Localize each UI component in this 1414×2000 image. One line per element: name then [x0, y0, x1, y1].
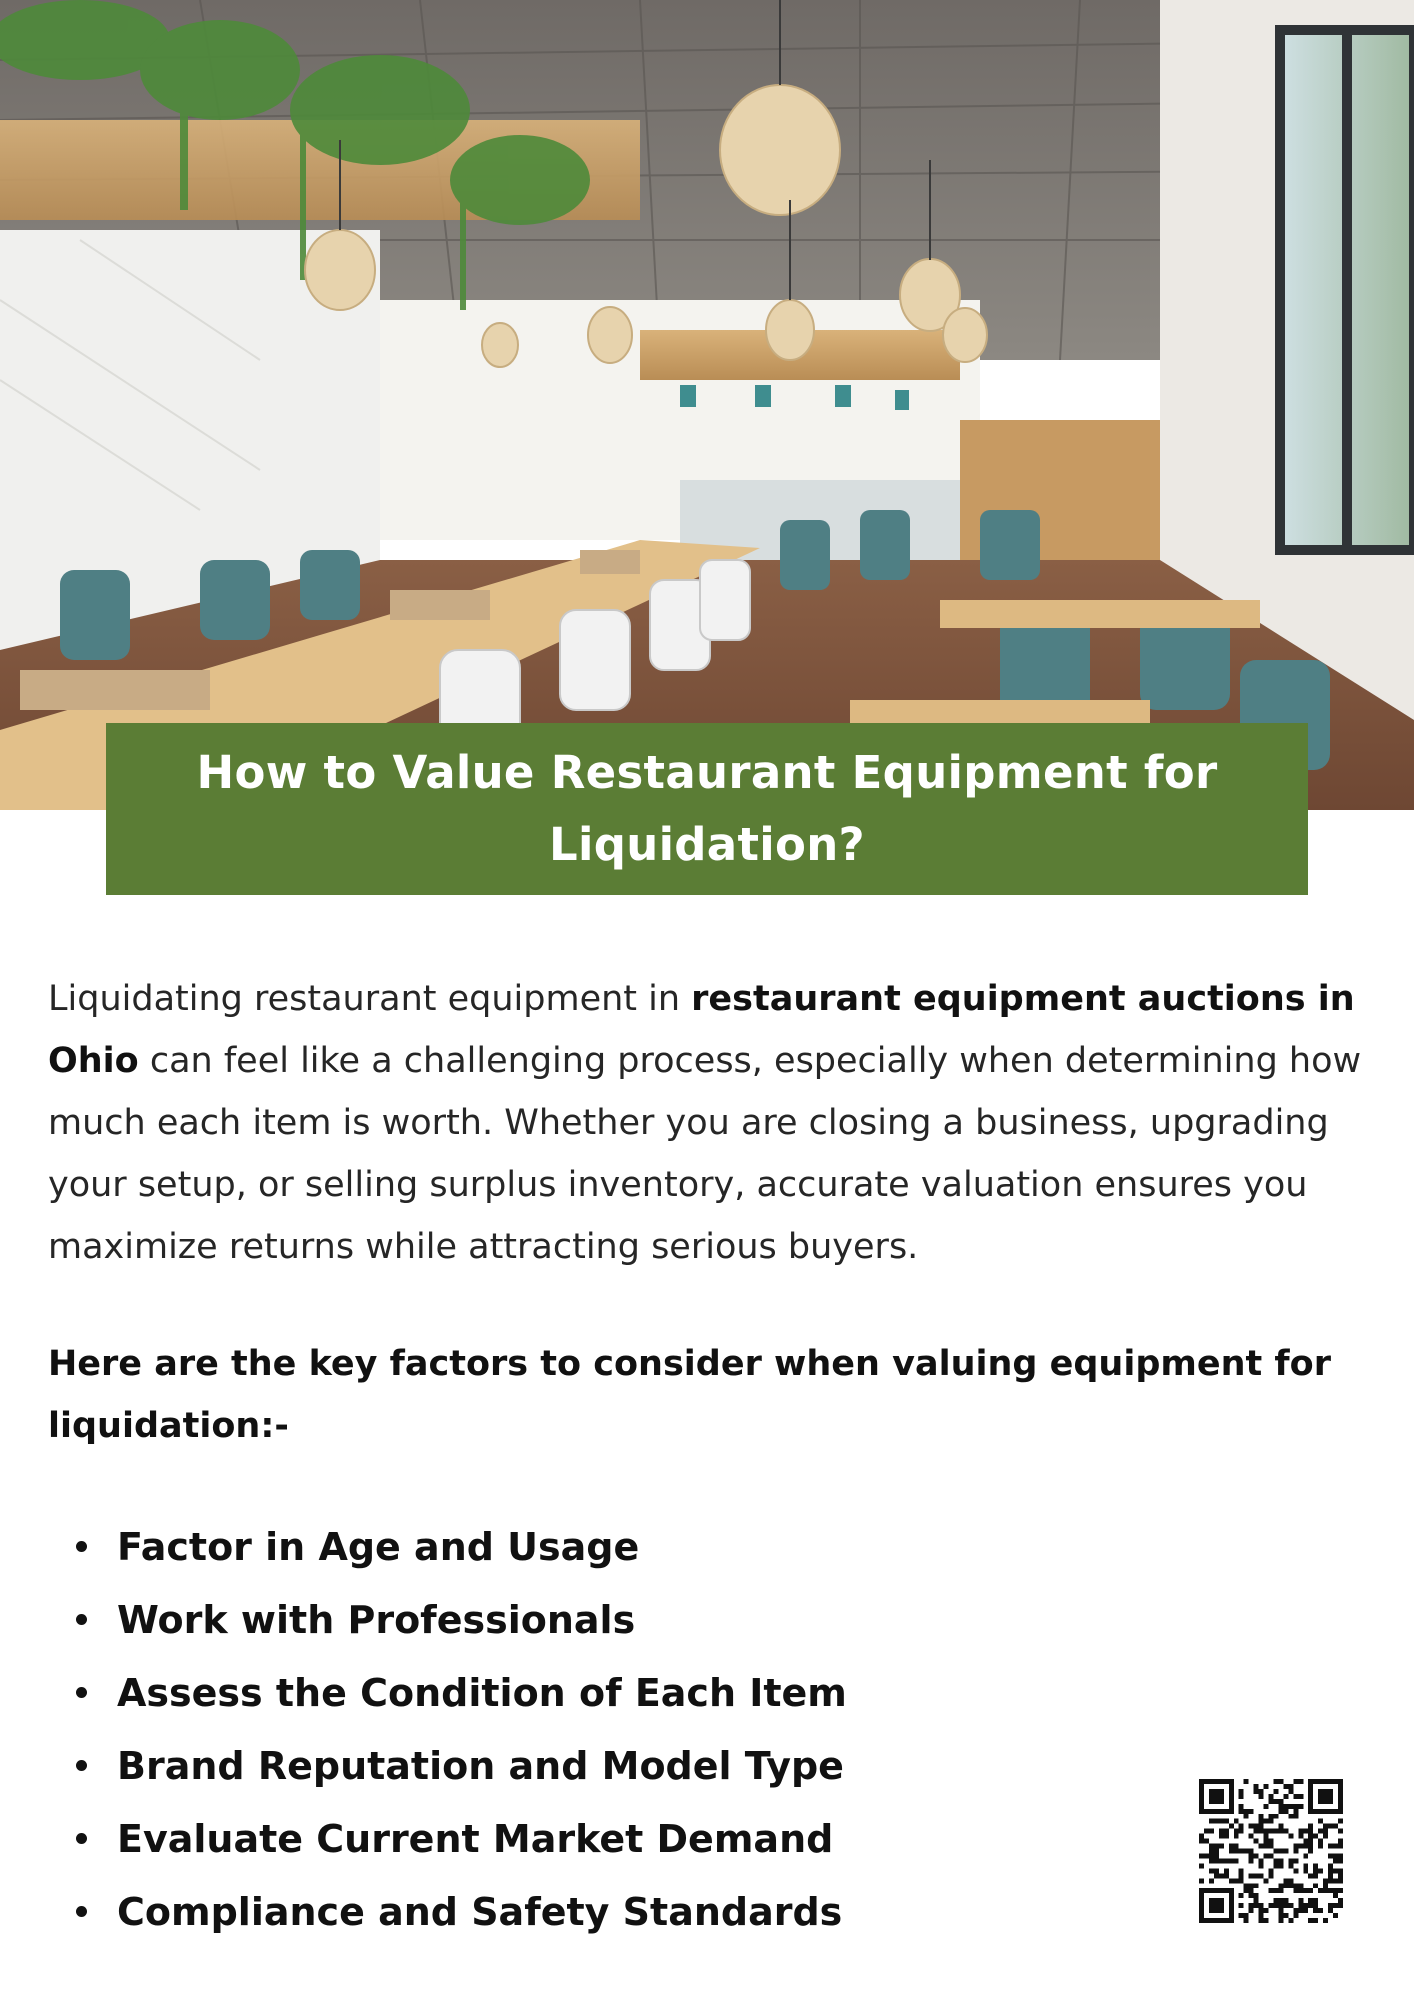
factor-label: Factor in Age and Usage — [117, 1524, 640, 1569]
intro-paragraph — [48, 968, 1368, 1278]
list-item — [76, 1656, 847, 1729]
intro-text-start: Liquidating restaurant equipment in — [48, 979, 692, 1019]
factors-heading: Here are the key factors to consider when valuing equipment for liquidation:- — [48, 1344, 1331, 1446]
intro-keyword: restaurant equipment auctions in Ohio — [48, 979, 1355, 1081]
factor-label: Evaluate Current Market Demand — [117, 1816, 834, 1861]
list-item — [76, 1875, 847, 1948]
qr-code-icon[interactable] — [1199, 1779, 1343, 1923]
title-banner — [106, 723, 1308, 895]
list-item — [76, 1729, 847, 1802]
bullet-icon — [76, 1687, 87, 1698]
bullet-icon — [76, 1760, 87, 1771]
hero-image — [0, 0, 1414, 810]
factor-label: Compliance and Safety Standards — [117, 1889, 843, 1934]
bullet-icon — [76, 1833, 87, 1844]
bullet-icon — [76, 1906, 87, 1917]
list-item — [76, 1510, 847, 1583]
factor-label: Work with Professionals — [117, 1597, 636, 1642]
restaurant-interior-illustration — [0, 0, 1414, 810]
factor-label: Assess the Condition of Each Item — [117, 1670, 847, 1715]
bullet-icon — [76, 1614, 87, 1625]
factor-label: Brand Reputation and Model Type — [117, 1743, 844, 1788]
page-title: How to Value Restaurant Equipment for Liquidation? — [196, 746, 1218, 871]
list-item — [76, 1583, 847, 1656]
qr-code-graphic — [1199, 1779, 1343, 1923]
intro-text-end: can feel like a challenging process, especially when determining how much each item is worth. Whether you are closing a business, upgrading your setup, or selling surplus inventory, accurate valuation ensures you maximize returns while attracting serious buyers. — [48, 1041, 1362, 1267]
factor-list — [76, 1510, 847, 1948]
list-item — [76, 1802, 847, 1875]
bullet-icon — [76, 1541, 87, 1552]
